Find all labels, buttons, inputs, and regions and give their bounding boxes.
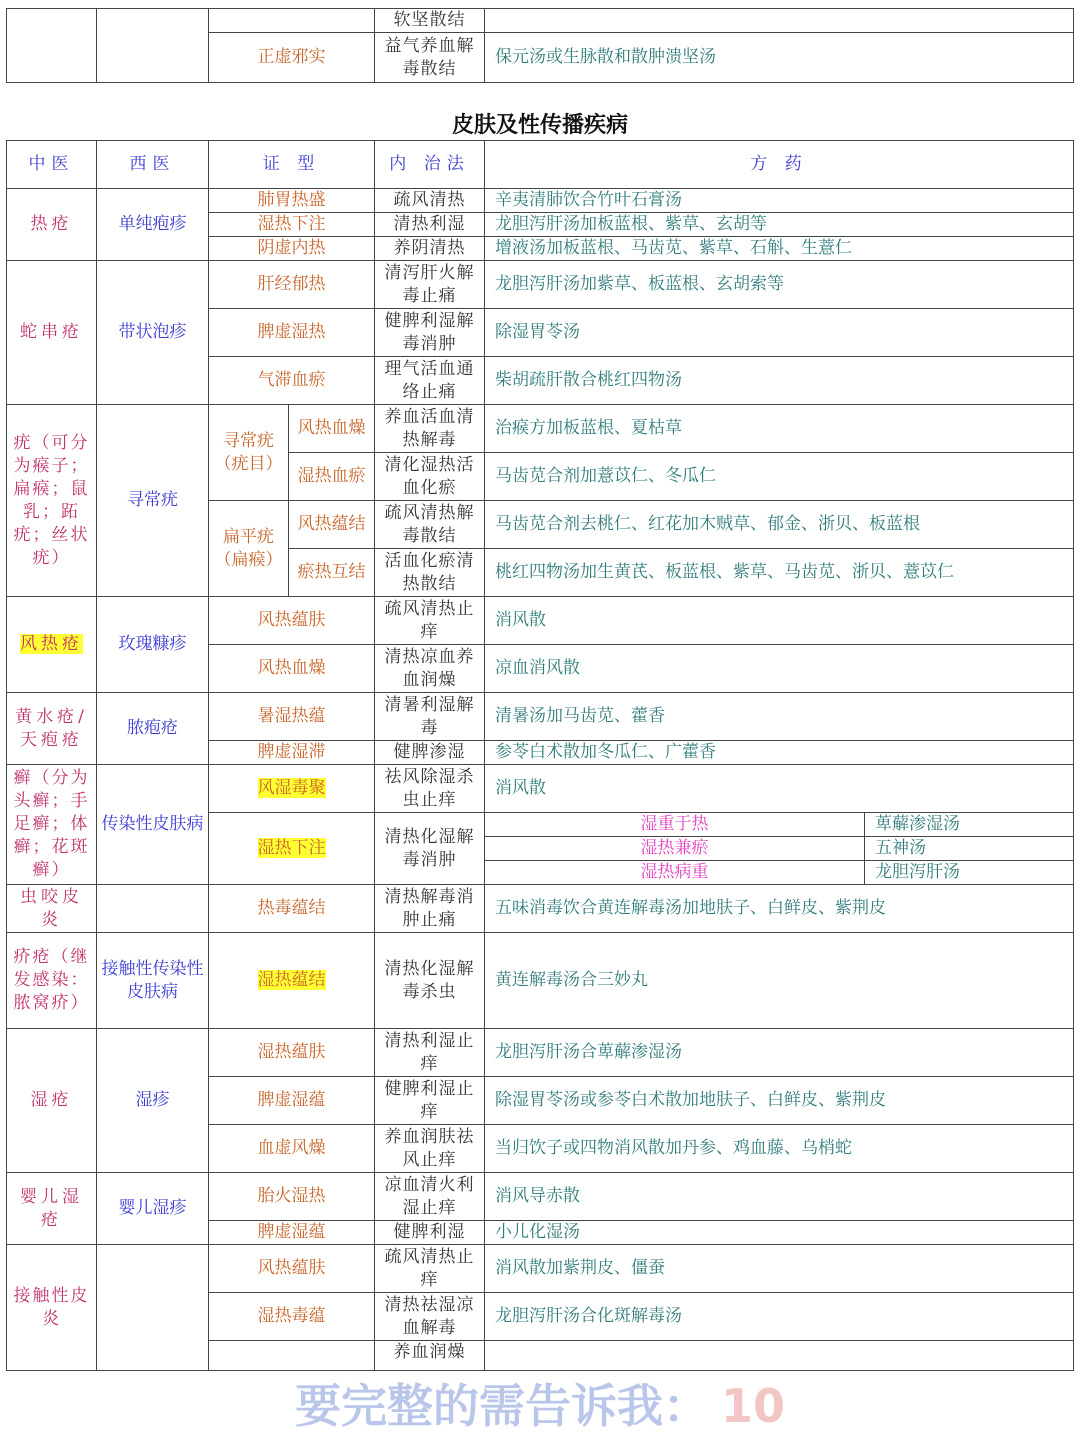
rx-cell	[485, 9, 1074, 33]
west-disease-cell: 寻常疣	[97, 405, 209, 597]
highlighted-text: 湿热下注	[257, 838, 326, 858]
top-fragment-table	[6, 8, 1074, 83]
table-row	[7, 933, 1074, 1029]
syndrome-cell: 风热蕴肤	[209, 597, 375, 645]
west-disease-cell: 婴儿湿疹	[97, 1173, 209, 1245]
syndrome-cell: 湿热血瘀	[289, 453, 375, 501]
treatment-cell: 清热利湿止痒	[375, 1029, 485, 1077]
table-row	[7, 261, 1074, 309]
treatment-cell: 清化湿热活血化瘀	[375, 453, 485, 501]
rx-cell: 参苓白术散加冬瓜仁、广藿香	[485, 741, 1074, 765]
treatment-cell: 健脾渗湿	[375, 741, 485, 765]
highlighted-text: 风热疮	[20, 634, 83, 654]
sub-rx-cell: 龙胆泻肝汤	[865, 861, 1074, 885]
treatment-cell: 养血润燥	[375, 1341, 485, 1371]
rx-cell: 辛夷清肺饮合竹叶石膏汤	[485, 189, 1074, 213]
treatment-cell: 养血活血清热解毒	[375, 405, 485, 453]
treatment-cell: 清热化湿解毒消肿	[375, 813, 485, 885]
header-row	[7, 141, 1074, 189]
rx-cell: 除湿胃苓汤	[485, 309, 1074, 357]
treatment-cell: 理气活血通络止痛	[375, 357, 485, 405]
sub-syndrome-cell: 湿热兼瘀	[485, 837, 865, 861]
page-title: 皮肤及性传播疾病	[451, 113, 628, 138]
syndrome-cell: 瘀热互结	[289, 549, 375, 597]
west-disease-cell: 单纯疱疹	[97, 189, 209, 261]
table-row	[7, 1029, 1074, 1077]
footer-text: 要完整的需告诉我：	[294, 1379, 709, 1433]
west-disease-cell: 带状泡疹	[97, 261, 209, 405]
cn-disease-cell: 疥疮（继发感染：脓窝疥）	[7, 933, 97, 1029]
treatment-cell: 疏风清热解毒散结	[375, 501, 485, 549]
rx-cell: 黄连解毒汤合三妙丸	[485, 933, 1074, 1029]
table-row	[7, 1173, 1074, 1221]
treatment-cell: 软坚散结	[375, 9, 485, 33]
treatment-cell: 清热解毒消肿止痛	[375, 885, 485, 933]
cn-disease-cell: 接触性皮炎	[7, 1245, 97, 1371]
syndrome-cell: 热毒蕴结	[209, 885, 375, 933]
syndrome-cell	[209, 933, 375, 1029]
rx-cell: 增液汤加板蓝根、马齿苋、紫草、石斛、生薏仁	[485, 237, 1074, 261]
sub-rx-cell: 五神汤	[865, 837, 1074, 861]
sub-rx-cell: 萆薢渗湿汤	[865, 813, 1074, 837]
treatment-cell: 活血化瘀清热散结	[375, 549, 485, 597]
footer-number: 10	[720, 1379, 785, 1433]
syndrome-cell: 风热蕴结	[289, 501, 375, 549]
syndrome-cell: 湿热下注	[209, 213, 375, 237]
disease-table	[6, 140, 1074, 1371]
treatment-cell: 清热祛湿凉血解毒	[375, 1293, 485, 1341]
cn-disease-cell	[7, 597, 97, 693]
cn-disease-cell: 婴儿湿疮	[7, 1173, 97, 1245]
table-row	[7, 189, 1074, 213]
highlighted-text: 风湿毒聚	[257, 778, 326, 798]
rx-cell: 消风散	[485, 597, 1074, 645]
header-treatment: 内 治法	[375, 141, 485, 189]
header-rx: 方 药	[485, 141, 1074, 189]
treatment-cell: 清热化湿解毒杀虫	[375, 933, 485, 1029]
syndrome-cell: 风热血燥	[289, 405, 375, 453]
rx-cell: 小儿化湿汤	[485, 1221, 1074, 1245]
cn-disease-cell: 疣（可分为瘊子；扁瘊；鼠乳；跖疣；丝状疣）	[7, 405, 97, 597]
treatment-cell: 祛风除湿杀虫止痒	[375, 765, 485, 813]
west-disease-cell: 脓疱疮	[97, 693, 209, 765]
west-disease-cell: 玫瑰糠疹	[97, 597, 209, 693]
cn-disease-cell: 热疮	[7, 189, 97, 261]
table-row	[7, 405, 1074, 453]
treatment-cell: 疏风清热止痒	[375, 597, 485, 645]
rx-cell: 消风导赤散	[485, 1173, 1074, 1221]
syndrome-cell	[209, 9, 375, 33]
rx-cell: 马齿苋合剂去桃仁、红花加木贼草、郁金、浙贝、板蓝根	[485, 501, 1074, 549]
table-row	[7, 765, 1074, 813]
syndrome-cell: 血虚风燥	[209, 1125, 375, 1173]
treatment-cell: 清热利湿	[375, 213, 485, 237]
rx-cell: 保元汤或生脉散和散肿溃坚汤	[485, 33, 1074, 83]
syndrome-cell: 湿热蕴肤	[209, 1029, 375, 1077]
rx-cell: 五味消毒饮合黄连解毒汤加地肤子、白鲜皮、紫荆皮	[485, 885, 1074, 933]
treatment-cell: 健脾利湿解毒消肿	[375, 309, 485, 357]
rx-cell: 龙胆泻肝汤合化斑解毒汤	[485, 1293, 1074, 1341]
header-west: 西医	[97, 141, 209, 189]
syndrome-cell: 肺胃热盛	[209, 189, 375, 213]
rx-cell	[485, 1341, 1074, 1371]
subtype-group-cell: 扁平疣（扁瘊）	[209, 501, 289, 597]
table-row	[7, 1245, 1074, 1293]
syndrome-cell: 肝经郁热	[209, 261, 375, 309]
syndrome-cell: 气滞血瘀	[209, 357, 375, 405]
syndrome-cell	[209, 813, 375, 885]
syndrome-cell: 风热蕴肤	[209, 1245, 375, 1293]
syndrome-cell: 脾虚湿热	[209, 309, 375, 357]
cn-disease-cell: 癣（分为头癣；手足癣；体癣；花斑癣）	[7, 765, 97, 885]
rx-cell: 桃红四物汤加生黄芪、板蓝根、紫草、马齿苋、浙贝、薏苡仁	[485, 549, 1074, 597]
treatment-cell: 益气养血解毒散结	[375, 33, 485, 83]
blank-cell	[7, 9, 97, 83]
treatment-cell: 养阴清热	[375, 237, 485, 261]
treatment-cell: 清泻肝火解毒止痛	[375, 261, 485, 309]
west-disease-cell: 接触性传染性皮肤病	[97, 933, 209, 1029]
syndrome-cell: 胎火湿热	[209, 1173, 375, 1221]
rx-cell: 柴胡疏肝散合桃红四物汤	[485, 357, 1074, 405]
treatment-cell: 健脾利湿	[375, 1221, 485, 1245]
rx-cell: 马齿苋合剂加薏苡仁、冬瓜仁	[485, 453, 1074, 501]
cn-disease-cell: 虫咬皮炎	[7, 885, 97, 933]
syndrome-cell: 正虚邪实	[209, 33, 375, 83]
rx-cell: 清暑汤加马齿苋、藿香	[485, 693, 1074, 741]
blank-cell	[97, 9, 209, 83]
rx-cell: 消风散加紫荆皮、僵蚕	[485, 1245, 1074, 1293]
west-disease-cell: 传染性皮肤病	[97, 765, 209, 885]
west-disease-cell: 湿疹	[97, 1029, 209, 1173]
sub-syndrome-cell: 湿重于热	[485, 813, 865, 837]
rx-cell: 龙胆泻肝汤加板蓝根、紫草、玄胡等	[485, 213, 1074, 237]
table-row	[7, 597, 1074, 645]
treatment-cell: 疏风清热	[375, 189, 485, 213]
syndrome-cell: 脾虚湿滞	[209, 741, 375, 765]
header-syndrome: 证 型	[209, 141, 375, 189]
highlighted-text: 湿热蕴结	[257, 970, 326, 990]
west-disease-cell	[97, 885, 209, 933]
header-cn: 中医	[7, 141, 97, 189]
table-row	[7, 693, 1074, 741]
treatment-cell: 养血润肤祛风止痒	[375, 1125, 485, 1173]
syndrome-cell: 湿热毒蕴	[209, 1293, 375, 1341]
rx-cell: 除湿胃苓汤或参苓白术散加地肤子、白鲜皮、紫荆皮	[485, 1077, 1074, 1125]
syndrome-cell: 风热血燥	[209, 645, 375, 693]
syndrome-cell: 阴虚内热	[209, 237, 375, 261]
rx-cell: 治瘊方加板蓝根、夏枯草	[485, 405, 1074, 453]
west-disease-cell	[97, 1245, 209, 1371]
syndrome-cell: 脾虚湿蕴	[209, 1221, 375, 1245]
rx-cell: 凉血消风散	[485, 645, 1074, 693]
subtype-group-cell: 寻常疣（疣目）	[209, 405, 289, 501]
rx-cell: 消风散	[485, 765, 1074, 813]
syndrome-cell	[209, 1341, 375, 1371]
footer-banner	[0, 1372, 1080, 1440]
sub-syndrome-cell: 湿热病重	[485, 861, 865, 885]
syndrome-cell: 脾虚湿蕴	[209, 1077, 375, 1125]
treatment-cell: 健脾利湿止痒	[375, 1077, 485, 1125]
rx-cell: 龙胆泻肝汤合萆薢渗湿汤	[485, 1029, 1074, 1077]
treatment-cell: 清热凉血养血润燥	[375, 645, 485, 693]
cn-disease-cell: 湿疮	[7, 1029, 97, 1173]
treatment-cell: 清暑利湿解毒	[375, 693, 485, 741]
syndrome-cell: 暑湿热蕴	[209, 693, 375, 741]
cn-disease-cell: 黄水疮/天疱疮	[7, 693, 97, 765]
syndrome-cell	[209, 765, 375, 813]
rx-cell: 当归饮子或四物消风散加丹参、鸡血藤、乌梢蛇	[485, 1125, 1074, 1173]
treatment-cell: 凉血清火利湿止痒	[375, 1173, 485, 1221]
cn-disease-cell: 蛇串疮	[7, 261, 97, 405]
treatment-cell: 疏风清热止痒	[375, 1245, 485, 1293]
rx-cell: 龙胆泻肝汤加紫草、板蓝根、玄胡索等	[485, 261, 1074, 309]
table-row	[7, 885, 1074, 933]
